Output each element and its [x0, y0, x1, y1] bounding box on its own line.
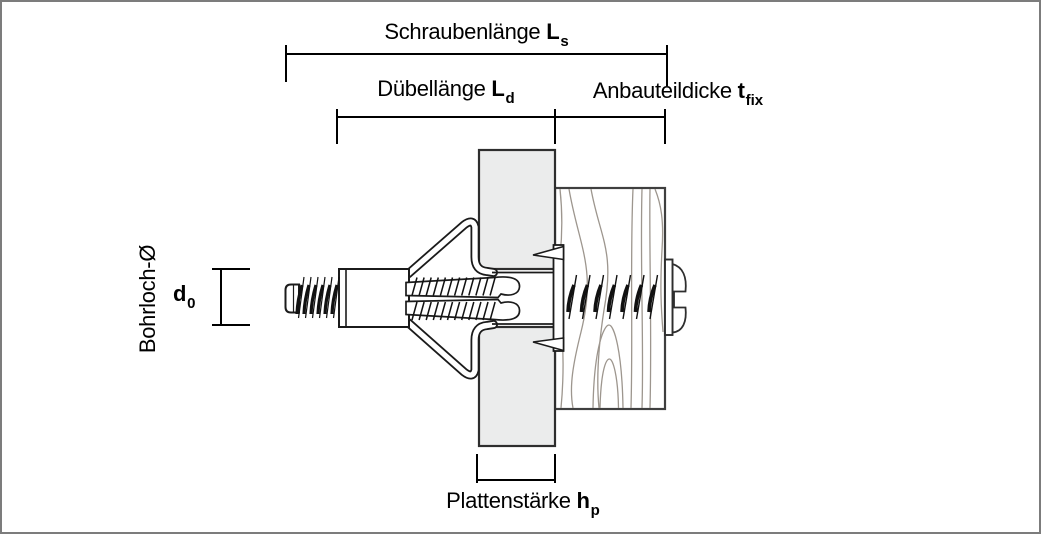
label-plattenstaerke-subscript: p [590, 502, 600, 519]
dim-plate-thickness [477, 454, 555, 483]
label-duebellaenge-subscript: d [505, 90, 515, 107]
label-anbauteildicke [548, 78, 808, 109]
label-schraubenlaenge [286, 19, 667, 50]
label-plattenstaerke-word: Plattenstärke [446, 488, 571, 513]
label-d0 [173, 281, 196, 312]
label-duebellaenge [337, 76, 555, 107]
label-bohrloch-word: Bohrloch-Ø [135, 244, 160, 354]
label-anbauteildicke-symbol: t [737, 78, 745, 103]
anchor-collar [339, 269, 409, 327]
label-d0-symbol: d [173, 281, 187, 306]
label-anbauteildicke-word: Anbauteildicke [592, 78, 732, 103]
screw-tip [286, 277, 340, 318]
anchor-thread-fingers [406, 277, 520, 320]
label-plattenstaerke-symbol: h [576, 488, 590, 513]
label-schraubenlaenge-word: Schraubenlänge [384, 19, 541, 44]
label-duebellaenge-symbol: L [491, 76, 505, 101]
label-schraubenlaenge-symbol: L [546, 19, 560, 44]
label-plattenstaerke [423, 488, 623, 519]
label-bohrloch-durchmesser [137, 245, 159, 353]
dim-anchor-length-and-fixture-thickness [337, 109, 665, 144]
label-d0-subscript: 0 [187, 295, 196, 312]
label-duebellaenge-word: Dübellänge [377, 76, 486, 101]
label-anbauteildicke-subscript: fix [745, 92, 764, 109]
dim-drill-hole-diameter [212, 269, 250, 325]
screw-head [665, 260, 686, 336]
label-schraubenlaenge-subscript: s [560, 33, 569, 50]
